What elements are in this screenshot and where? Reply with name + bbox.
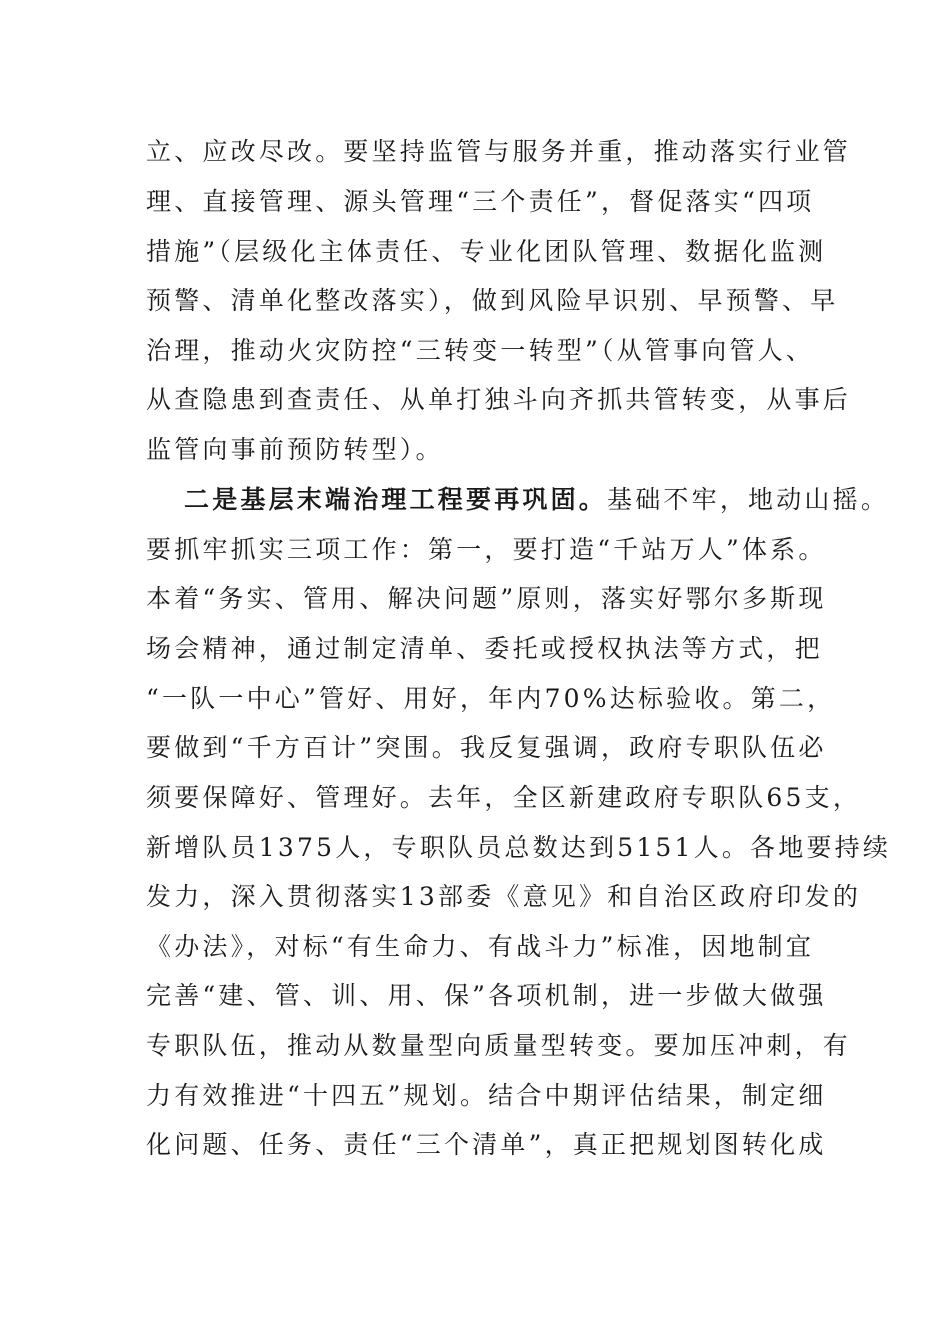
text-line: 立、应改尽改。要坚持监管与服务并重，推动落实行业管 (146, 137, 852, 166)
section-heading-line (184, 485, 889, 515)
text-line: 预警、清单化整改落实），做到风险早识别、早预警、早 (146, 286, 839, 315)
text-line: 完善“建、管、训、用、保”各项机制，进一步做大做强 (146, 981, 827, 1010)
text-line: 要做到“千方百计”突围。我反复强调，政府专职队伍必 (146, 733, 827, 762)
text-line: 发力，深入贯彻落实13部委《意见》和自治区政府印发的 (146, 882, 862, 911)
section-heading: 二是基层末端治理工程要再巩固。 (184, 485, 608, 514)
text-line: 场会精神，通过制定清单、委托或授权执法等方式，把 (146, 634, 823, 663)
text-line: 理、直接管理、源头管理“三个责任”，督促落实“四项 (146, 187, 815, 216)
text-line: 须要保障好、管理好。去年，全区新建政府专职队65支， (146, 783, 862, 812)
text-line: “一队一中心”管好、用好，年内70%达标验收。第二， (146, 684, 836, 713)
text-line: 专职队伍，推动从数量型向质量型转变。要加压冲刺，有 (146, 1031, 852, 1060)
text-line: 从查隐患到查责任、从单打独斗向齐抓共管转变，从事后 (146, 385, 852, 414)
text-line: 化问题、任务、责任“三个清单”，真正把规划图转化成 (146, 1130, 827, 1159)
text-line: 新增队员1375人，专职队员总数达到5151人。各地要持续 (146, 833, 892, 862)
text-line: 力有效推进“十四五”规划。结合中期评估结果，制定细 (146, 1081, 827, 1110)
text-line: 《办法》，对标“有生命力、有战斗力”标准，因地制宜 (146, 932, 815, 961)
text-line: 监管向事前预防转型）。 (146, 435, 444, 464)
text-line: 治理，推动火灾防控“三转变一转型”（从管事向管人、 (146, 336, 815, 365)
heading-continuation: 基础不牢，地动山摇。 (607, 485, 890, 514)
text-line: 要抓牢抓实三项工作：第一，要打造“千站万人”体系。 (146, 535, 827, 564)
text-line: 本着“务实、管用、解决问题”原则，落实好鄂尔多斯现 (146, 584, 827, 613)
text-line: 措施”（层级化主体责任、专业化团队管理、数据化监测 (146, 237, 827, 266)
